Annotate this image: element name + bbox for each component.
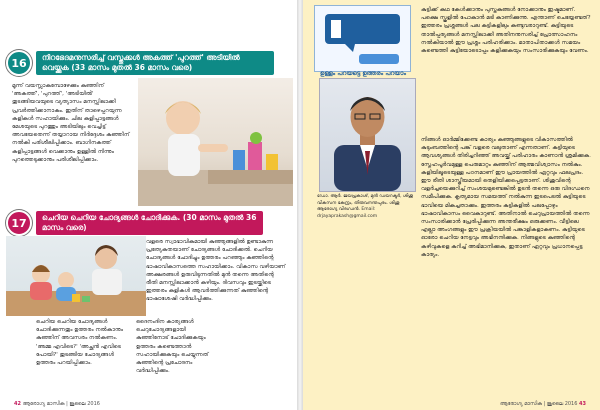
photo-teacher-with-children: [6, 236, 146, 316]
article-column-main: നിങ്ങൾ ഓർമ്മിക്കേണ്ട കാര്യം കുഞ്ഞുങ്ങളുടെ വികാസത്തിൽ കുടുംബത്തിന്റെ പങ്ക് വളരെ വലുതാണ് എന്നതാണ്. കുട്ടിയുടെ ആവശ്യങ്ങൾ തിരിച്ചറിഞ്ഞ് അവയ്ക്ക് പരിഹാരം കാണാൻ ശ്രമിക്കുക. സ്നേഹപൂർവമുള്ള പെരുമാറ്റം കുഞ്ഞിന് ആത്മവിശ്വാസം നൽകും. കളിയിലൂടെയുള്ള പഠനമാണ് ഈ പ്രായത്തിൽ ഏറ്റവും ഫലപ്രദം. ഈ രീതി ശാസ്ത്രീയമായി തെളിയിക്കപ്പെട്ടതാണ്. ശിശുവിന്റെ വളർച്ചയെക്കുറിച്ച് സംശയമുണ്ടെങ്കിൽ ഉടൻ തന്നെ ഒരു വിദഗ്ധനെ സമീപിക്കുക. കൃത്യമായ സമയത്ത് നൽകുന്ന ഇടപെടൽ കുട്ടിയുടെ ഭാവിയെ മികച്ചതാക്കും. ഇത്തരം കുട്ടികളിൽ പലപ്പോഴും ഭാഷാവികാസം വൈകാറുണ്ട്. അതിനാൽ ചെറുപ്രായത്തിൽ തന്നെ സംസാരിക്കാൻ പ്രേരിപ്പിക്കുന്ന അന്തരീക്ഷം ഒരുക്കണം. വീട്ടിലെ എല്ലാ അംഗങ്ങളും ഈ പ്രക്രിയയിൽ പങ്കാളികളാകണം. കുട്ടിയുടെ ഓരോ ചെറിയ നേട്ടവും അഭിനന്ദിക്കുക. നിങ്ങളുടെ കുഞ്ഞിന്റെ കഴിവുകളെ കുറിച്ച് അഭിമാനിക്കുക, ഇതാണ് ഏറ്റവും പ്രധാനപ്പെട്ട കാര്യം.: [421, 137, 591, 258]
page-number: 42: [14, 401, 21, 407]
article-column-top: കുട്ടിക്ക് കഥ കേൾക്കാനും പുസ്തകങ്ങൾ നോക്കാനും ഇഷ്ടമാണ്. പക്ഷെ സ്കൂളിൽ പോകാൻ മടി കാണിക്കുന്നു. എന്താണ് ചെയ്യേണ്ടത്? ഇത്തരം പ്രശ്നങ്ങൾ പല കുട്ടികളിലും കണ്ടുവരാറുണ്ട്. കുട്ടിയുടെ താൽപ്പര്യങ്ങൾ മനസ്സിലാക്കി അതിനനുസരിച്ച് പ്രോത്സാഹനം നൽകിയാൽ ഈ പ്രശ്നം പരിഹരിക്കാം. മാതാപിതാക്കൾ സമയം കണ്ടെത്തി കുട്ടിയോടൊപ്പം കളിക്കുകയും സംസാരിക്കുകയും വേണം.: [421, 7, 591, 55]
section-17-header: [6, 210, 263, 236]
page-folio: [14, 401, 100, 407]
magazine-name: ആരോഗ്യ മാസിക | ജൂലൈ 2016: [22, 401, 100, 407]
section-17-body-bottom-mid: ദൈനംദിന കാര്യങ്ങൾ ചെറുചോദ്യങ്ങളായി കുഞ്ഞിനോട് ചോദിക്കുകയും ഉത്തരം കണ്ടെത്താൻ സഹായിക്കുകയും ചെയ്യുന്നത് കുഞ്ഞിന്റെ പ്രചോദനം വർദ്ധിപ്പിക്കും.: [136, 319, 209, 375]
author-portrait: [319, 78, 416, 192]
left-page: [0, 0, 297, 410]
logo-tagline: [318, 70, 408, 78]
logo-text: ഉള്ളം പറയട്ടെ: [320, 70, 361, 77]
section-number: 16: [6, 50, 32, 76]
right-page: [303, 0, 600, 410]
section-16-body: മൂന്ന് വയസ്സാകുമ്പോഴേക്കും കുഞ്ഞിന് 'അകത്ത്', 'പുറത്ത്', 'അടിയിൽ' തുടങ്ങിയവയുടെ വ്യത്യാസം മനസ്സിലാക്കി പ്രവർത്തിക്കാനാകും. ഇതിന് താഴെപ്പറയുന്ന കളികൾ സഹായിക്കും. ചില കളിപ്പാട്ടങ്ങൾ മേശയുടെ പുറത്തും അടിയിലും വെച്ചിട്ട് അവയേതെന്ന് തയ്യാറായ നിർദ്ദേശം കുഞ്ഞിന് നൽകി പരിശീലിപ്പിക്കാം. ബാഗിനകത്ത് കളിപ്പാട്ടങ്ങൾ വെക്കാനും ഉള്ളിൽ നിന്നും പുറത്തെടുക്കാനും പരിശീലിപ്പിക്കാം.: [12, 83, 130, 163]
author-caption: ഡോ. ആർ. ജയപ്രകാശ്, മുൻ ഡയറക്ടർ, ശിശു വികസന കേന്ദ്രം, തിരുവനന്തപുരം. ശിശു ആരോഗ്യ വിദഗ്ധൻ. Email: drjayaprakash@gmail.com: [317, 194, 413, 219]
section-16-header: [6, 50, 274, 76]
photo-child-with-toys: [138, 78, 293, 206]
section-number: 17: [6, 210, 32, 236]
column-logo: [314, 5, 411, 72]
magazine-name: ആരോഗ്യ മാസിക | ജൂലൈ 2016: [500, 401, 578, 407]
logo-subtext: ഉത്തരം പറയാം: [362, 70, 406, 77]
section-17-body-right: വളരെ സ്വാഭാവികമായി കുഞ്ഞുങ്ങളിൽ ഉണ്ടാകുന്ന പ്രത്യേകതയാണ് ചോദ്യങ്ങൾ ചോദിക്കൽ. ചെറിയ ചോദ്യങ്ങൾ ചോദിച്ചും ഉത്തരം പറഞ്ഞും കുഞ്ഞിന്റെ ഭാഷാവികാസത്തെ സഹായിക്കാം. വികാസ വഴിയാണ് അക്ഷരങ്ങൾ ഉരുവിടുന്നതിൽ മുൻ തന്നെ അതിന്റെ രീതി മനസ്സിലാക്കാൻ കഴിയും. ദിവസവും ഇടയ്ക്കിടെ ഇത്തരം കളികൾ ആവർത്തിക്കുന്നത് കുഞ്ഞിന്റെ ഭാഷാശേഷി വർദ്ധിപ്പിക്കും.: [146, 239, 286, 303]
section-title: നിറഭേദമനുസരിച്ച് വസ്തുക്കൾ അകത്ത് 'പുറത്ത്' അടിയിൽ വെയ്ക്കുക (33 മാസം മുതൽ 36 മാസം വരെ): [36, 51, 274, 75]
page-number: 43: [579, 401, 586, 407]
page-folio: [500, 401, 586, 407]
section-17-body-bottom-left: ചെറിയ ചെറിയ ചോദ്യങ്ങൾ ചോദിക്കുന്നതും ഉത്തരം നൽകാനും കുഞ്ഞിന് അവസരം നൽകണം. 'അമ്മ എവിടെ?' 'അച്ഛൻ എവിടെ പോയി?' തുടങ്ങിയ ചോദ്യങ്ങൾ ഉത്തരം പറയിപ്പിക്കാം.: [36, 319, 124, 367]
section-title: ചെറിയ ചെറിയ ചോദ്യങ്ങൾ ചോദിക്കുക. (30 മാസം മുതൽ 36 മാസം വരെ): [36, 211, 263, 235]
